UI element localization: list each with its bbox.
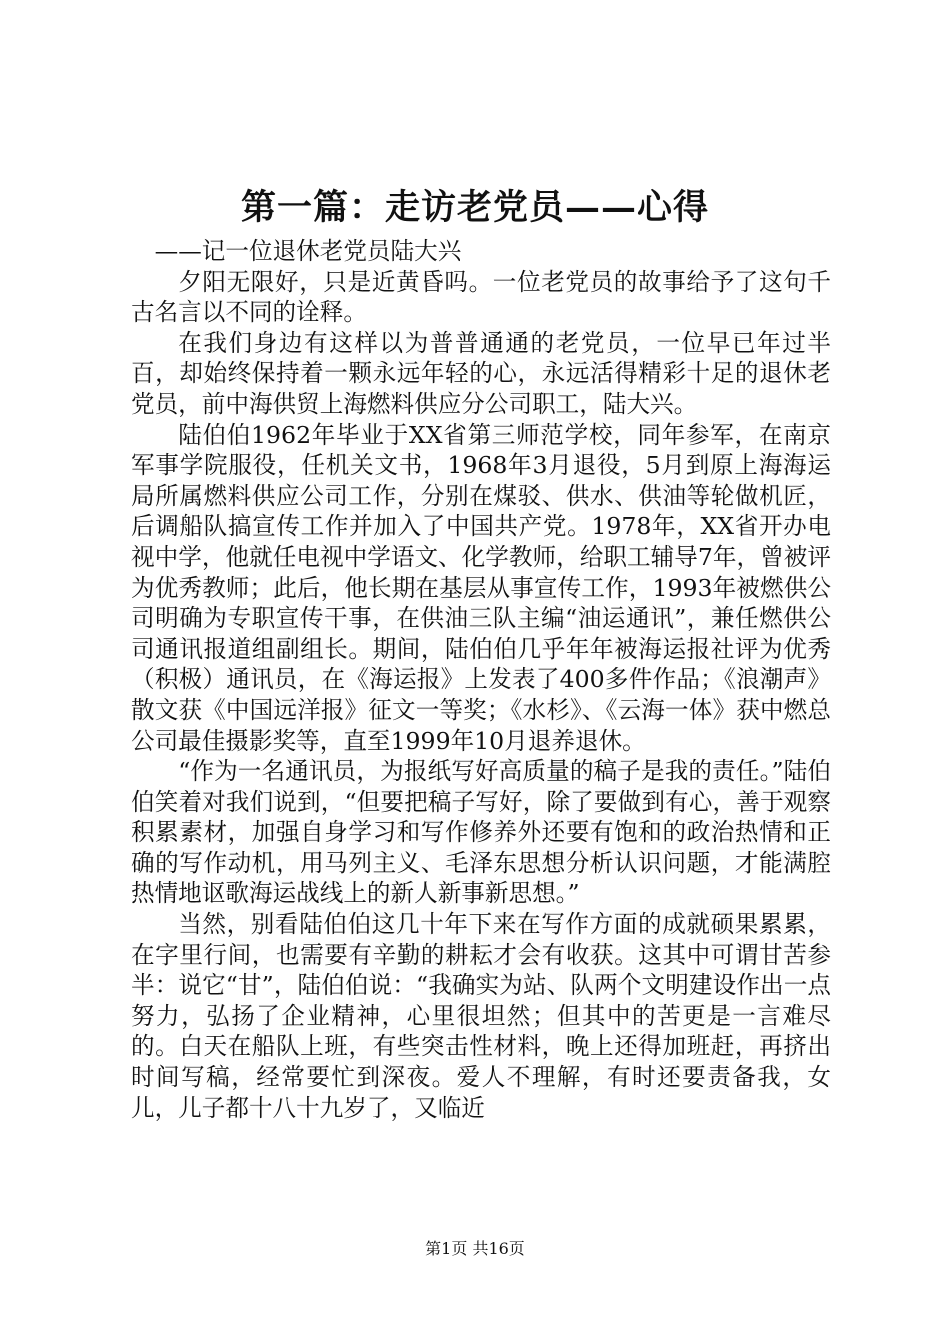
paragraph-3: 陆伯伯1962年毕业于XX省第三师范学校，同年参军，在南京军事学院服役，任机关文书，1968年3月退役，5月到原上海海运局所属燃料供应公司工作，分别在煤驳、供水、供油等轮做机匠，后调船队搞宣传工作并加入了中国共产党。1978年，XX省开办电视中学，他就任电视中学语文、化学教师，给职工辅导7年，曾被评为优秀教师；此后，他长期在基层从事宣传工作，1993年被燃供公司明确为专职宣传干事，在供油三队主编“油运通讯”，兼任燃供公司通讯报道组副组长。期间，陆伯伯几乎年年被海运报社评为优秀（积极）通讯员，在《海运报》上发表了400多件作品；《浪潮声》散文获《中国远洋报》征文一等奖；《水杉》、《云海一体》获中燃总公司最佳摄影奖等，直至1999年10月退养退休。 (131, 420, 831, 755)
paragraph-5: 当然，别看陆伯伯这几十年下来在写作方面的成就硕果累累，在字里行间，也需要有辛勤的耕耘才会有收获。这其中可谓甘苦参半：说它“甘”，陆伯伯说：“我确实为站、队两个文明建设作出一点努力，弘扬了企业精神，心里很坦然；但其中的苦更是一言难尽的。白天在船队上班，有些突击性材料，晚上还得加班赶，再挤出时间写稿，经常要忙到深夜。爱人不理解，有时还要责备我，女儿，儿子都十八十九岁了，又临近 (131, 910, 831, 1122)
paragraph-2: 在我们身边有这样以为普普通通的老党员，一位早已年过半百，却始终保持着一颗永远年轻的心，永远活得精彩十足的退休老党员，前中海供贸上海燃料供应分公司职工，陆大兴。 (131, 328, 831, 418)
document-body (131, 236, 831, 1123)
document-subtitle: ——记一位退休老党员陆大兴 (154, 237, 462, 265)
document-title: 第一篇：走访老党员——心得 (240, 187, 709, 228)
paragraph-4: “作为一名通讯员，为报纸写好高质量的稿子是我的责任。”陆伯伯笑着对我们说到，“但要把稿子写好，除了要做到有心，善于观察积累素材，加强自身学习和写作修养外还要有饱和的政治热情和正确的写作动机，用马列主义、毛泽东思想分析认识问题，才能满腔热情地讴歌海运战线上的新人新事新思想。” (131, 757, 831, 908)
page-footer: 第1页 共16页 (425, 1239, 525, 1258)
paragraph-1: 夕阳无限好，只是近黄昏吗。一位老党员的故事给予了这句千古名言以不同的诠释。 (131, 267, 831, 327)
